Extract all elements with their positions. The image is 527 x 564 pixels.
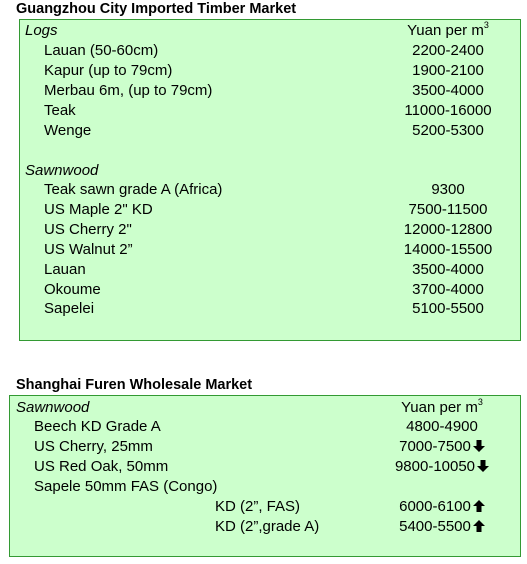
item-price: 3700-4000 (412, 281, 484, 298)
table-row (10, 417, 520, 437)
item-name: Teak (44, 102, 76, 119)
item-price: 7500-11500 (408, 201, 488, 218)
shanghai-market-title: Shanghai Furen Wholesale Market (16, 377, 253, 393)
item-name: KD (2”, FAS) (215, 498, 301, 515)
table-row (20, 280, 520, 300)
item-price: 3500-4000 (412, 82, 484, 99)
table-row (20, 299, 520, 319)
sawnwood-header-row (10, 398, 520, 418)
arrow-up-icon (473, 500, 485, 512)
table-row (20, 180, 520, 200)
item-price: 5200-5300 (412, 122, 484, 139)
item-name: Kapur (up to 79cm) (44, 62, 173, 79)
logs-header-row (20, 21, 520, 41)
item-price: 14000-15500 (403, 241, 493, 258)
table-row (10, 477, 520, 497)
shanghai-price-table (9, 395, 521, 557)
unit-label: Yuan per $m^3$ (407, 20, 489, 39)
item-name: Sapele 50mm FAS (Congo) (34, 478, 218, 495)
item-name: Wenge (44, 122, 92, 139)
table-row (20, 200, 520, 220)
unit-label: Yuan per $m^3$ (401, 397, 483, 416)
item-name: Merbau 6m, (up to 79cm) (44, 82, 213, 99)
item-name: US Cherry, 25mm (34, 438, 153, 455)
item-price: 11000-16000 (404, 102, 492, 119)
item-name: Lauan (44, 261, 86, 278)
table-row (20, 61, 520, 81)
item-name: US Cherry 2" (44, 221, 132, 238)
table-row (20, 121, 520, 141)
table-row (20, 260, 520, 280)
item-name: US Maple 2" KD (44, 201, 153, 218)
item-name: US Walnut 2” (44, 241, 133, 258)
sawnwood-category-label: Sawnwood (16, 399, 90, 416)
table-row (20, 220, 520, 240)
table-row (20, 41, 520, 61)
item-name: US Red Oak, 50mm (34, 458, 169, 475)
sawnwood-category-label: Sawnwood (25, 162, 99, 179)
item-price: 5100-5500 (412, 300, 484, 317)
arrow-up-icon (473, 520, 485, 532)
item-price: 5400-5500 (382, 517, 502, 537)
item-price: 3500-4000 (412, 261, 484, 278)
item-price: 4800-4900 (406, 418, 478, 435)
guangzhou-market-title: Guangzhou City Imported Timber Market (16, 1, 297, 17)
item-price: 9800-10050 (382, 457, 502, 477)
sawnwood-header-row (20, 161, 520, 181)
table-row (10, 497, 520, 517)
guangzhou-price-table (19, 19, 521, 341)
item-name: KD (2”,grade A) (215, 518, 320, 535)
item-price: 1900-2100 (412, 62, 484, 79)
logs-category-label: Logs (25, 22, 58, 39)
item-name: Sapelei (44, 300, 95, 317)
table-row (10, 457, 520, 477)
item-name: Beech KD Grade A (34, 418, 161, 435)
item-price: 6000-6100 (382, 497, 502, 517)
item-price: 2200-2400 (412, 42, 484, 59)
table-row (20, 81, 520, 101)
table-row (10, 437, 520, 457)
item-price: 12000-12800 (403, 221, 493, 238)
item-name: Lauan (50-60cm) (44, 42, 159, 59)
table-row (20, 240, 520, 260)
item-price: 9300 (431, 181, 465, 198)
table-row (10, 517, 520, 537)
item-name: Okoume (44, 281, 101, 298)
arrow-down-icon (477, 460, 489, 472)
arrow-down-icon (473, 440, 485, 452)
item-name: Teak sawn grade A (Africa) (44, 181, 223, 198)
item-price: 7000-7500 (382, 437, 502, 457)
table-row (20, 101, 520, 121)
